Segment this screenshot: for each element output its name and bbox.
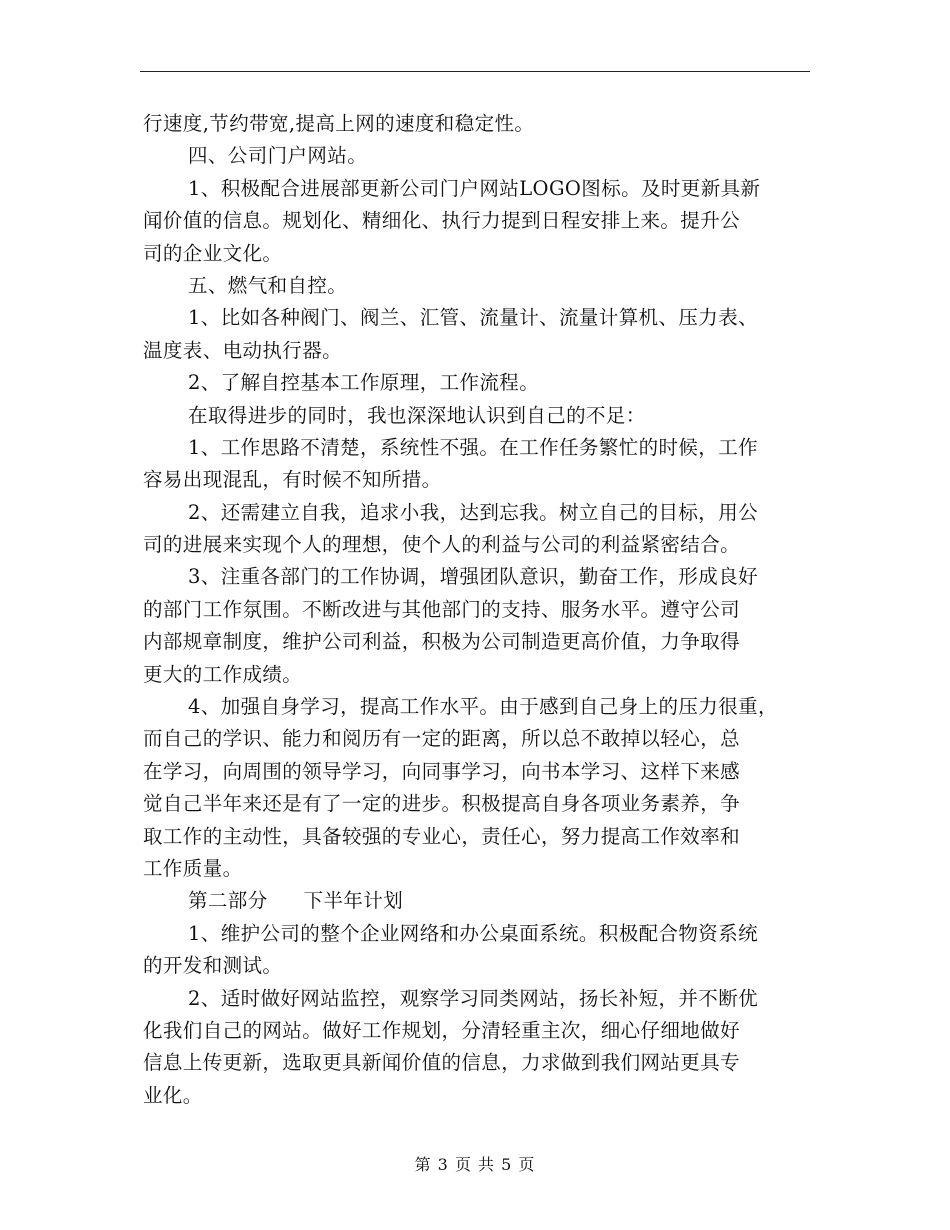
part-two-heading xyxy=(143,885,823,917)
text-line: 在学习，向周围的领导学习，向同事学习，向书本学习、这样下来感 xyxy=(143,759,741,783)
text-line: 信息上传更新，选取更具新闻价值的信息，力求做到我们网站更具专 xyxy=(143,1051,741,1075)
text-line: 而自己的学识、能力和阅历有一定的距离，所以总不敢掉以轻心，总 xyxy=(143,727,741,751)
text-line: 1、维护公司的整个企业网络和办公桌面系统。积极配合物资系统 xyxy=(188,921,759,945)
text-line: 温度表、电动执行器。 xyxy=(143,338,343,362)
text-line: 1、积极配合进展部更新公司门户网站LOGO图标。及时更新具新 xyxy=(188,176,761,200)
text-line: 2、还需建立自我，追求小我，达到忘我。树立自己的目标，用公 xyxy=(188,500,759,524)
text-line: 2、适时做好网站监控，观察学习同类网站，扬长补短，并不断优 xyxy=(188,986,759,1010)
text-line: 行速度,节约带宽,提高上网的速度和稳定性。 xyxy=(143,112,535,135)
text-line: 2、了解自控基本工作原理，工作流程。 xyxy=(188,371,540,395)
part-two-title: 下半年计划 xyxy=(303,889,404,913)
text-line: 司的企业文化。 xyxy=(143,241,283,265)
text-line: 的部门工作氛围。不断改进与其他部门的支持、服务水平。遵守公司 xyxy=(143,597,741,621)
page-number-footer: 第 3 页 共 5 页 xyxy=(414,1155,536,1174)
part-two-label: 第二部分 xyxy=(188,889,268,913)
text-line: 更大的工作成绩。 xyxy=(143,662,303,686)
header-rule xyxy=(140,71,810,72)
text-line: 1、比如各种阀门、阀兰、汇管、流量计、流量计算机、压力表、 xyxy=(188,306,759,330)
body-text xyxy=(143,108,823,1112)
text-line: 司的进展来实现个人的理想，使个人的利益与公司的利益紧密结合。 xyxy=(143,533,741,557)
text-line: 取工作的主动性，具备较强的专业心，责任心，努力提高工作效率和 xyxy=(143,824,741,848)
text-line: 觉自己半年来还是有了一定的进步。积极提高自身各项业务素养，争 xyxy=(143,792,741,816)
text-line: 1、工作思路不清楚，系统性不强。在工作任务繁忙的时候，工作 xyxy=(188,435,759,459)
text-line: 容易出现混乱，有时候不知所措。 xyxy=(143,468,442,492)
section-heading-four: 四、公司门户网站。 xyxy=(188,144,368,168)
section-heading-five: 五、燃气和自控。 xyxy=(188,273,348,297)
text-line: 3、注重各部门的工作协调，增强团队意识，勤奋工作，形成良好 xyxy=(188,565,759,589)
text-line: 在取得进步的同时，我也深深地认识到自己的不足： xyxy=(188,403,646,427)
text-line: 化我们自己的网站。做好工作规划，分清轻重主次，细心仔细地做好 xyxy=(143,1018,741,1042)
text-line: 业化。 xyxy=(143,1083,203,1107)
text-line: 闻价值的信息。规划化、精细化、执行力提到日程安排上来。提升公 xyxy=(143,209,741,233)
text-line: 内部规章制度，维护公司利益，积极为公司制造更高价值，力争取得 xyxy=(143,630,741,654)
text-line: 的开发和测试。 xyxy=(143,954,283,978)
text-line: 4、加强自身学习，提高工作水平。由于感到自己身上的压力很重， xyxy=(188,695,778,719)
text-line: 工作质量。 xyxy=(143,856,243,880)
